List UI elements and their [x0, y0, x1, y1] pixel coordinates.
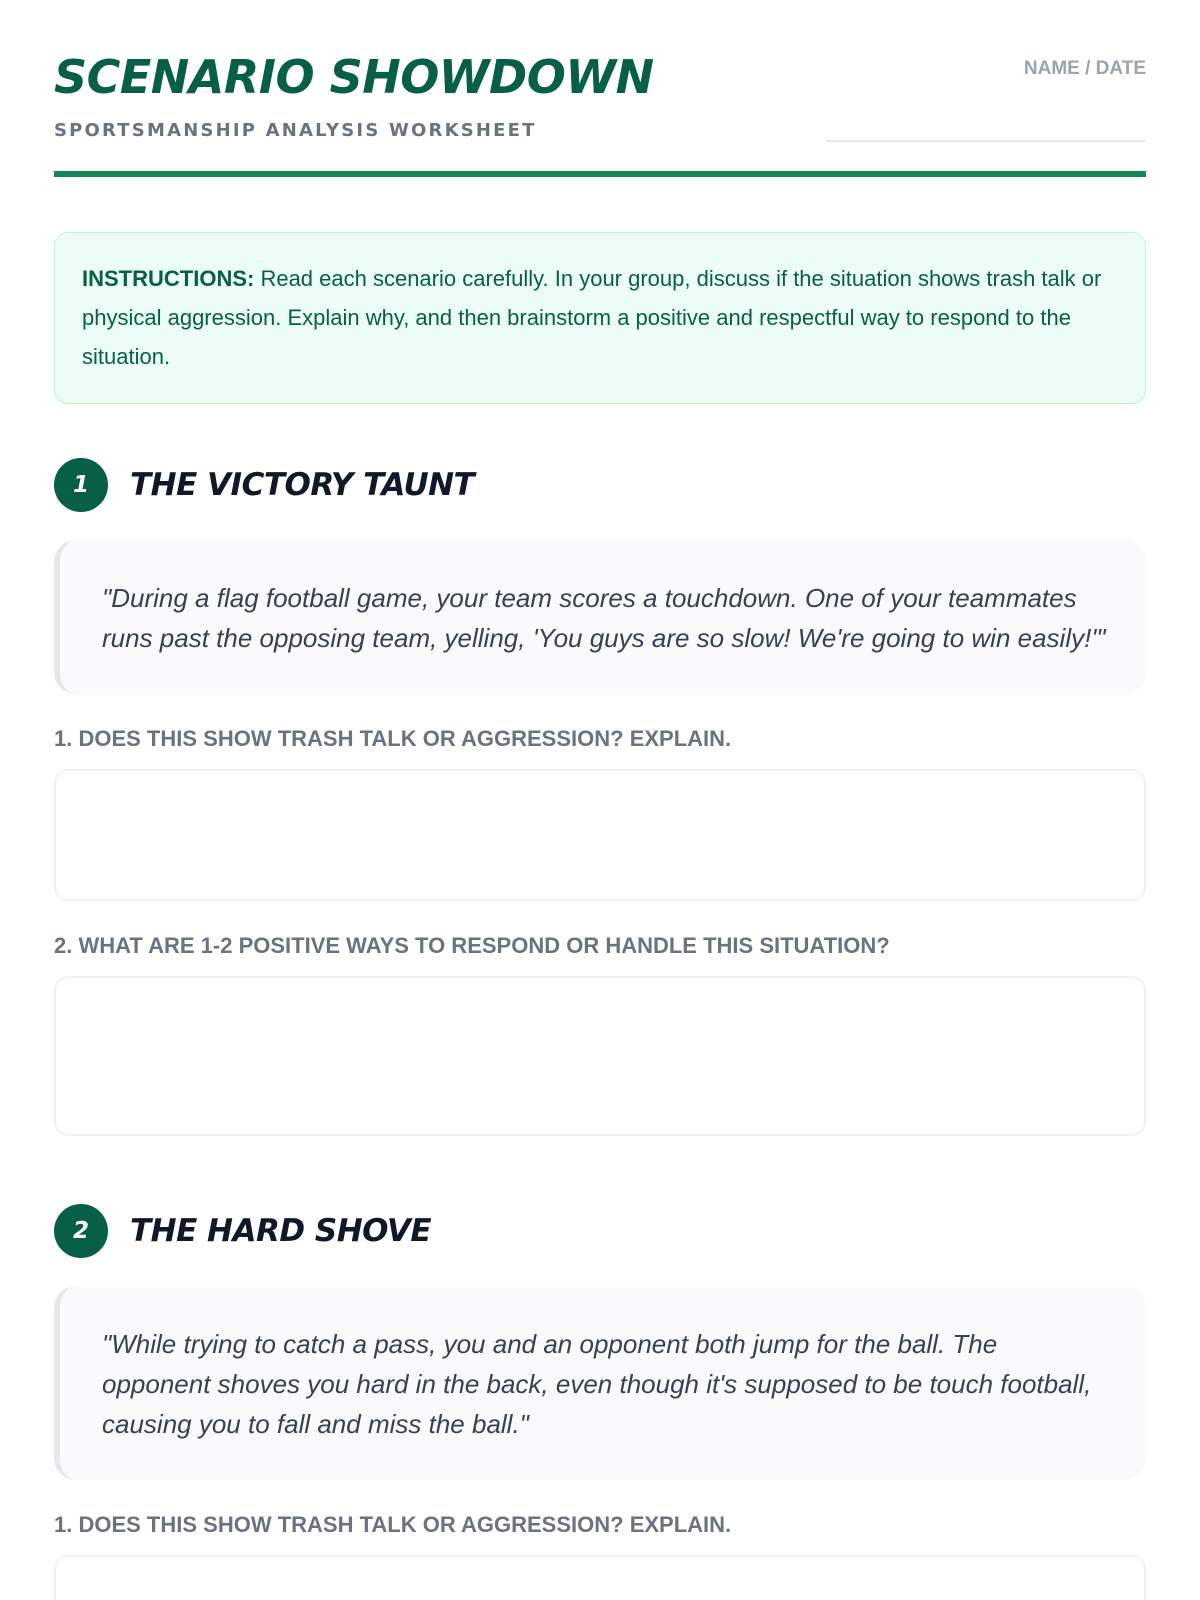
instructions-text: Read each scenario carefully. In your group, discuss if the situation shows trash talk or physical aggression. Explain why, and then brainstorm a positive and respectful way to respond to the situation. [82, 266, 1102, 369]
scenario-1 [54, 458, 1146, 1136]
header-divider [54, 171, 1146, 177]
worksheet-title: SCENARIO SHOWDOWN [54, 50, 654, 104]
scenario-title: THE VICTORY TAUNT [130, 467, 475, 503]
scenario-number-badge: 2 [54, 1204, 108, 1258]
instructions-box [54, 232, 1146, 404]
answer-box-1[interactable] [54, 769, 1146, 901]
worksheet-subtitle: SPORTSMANSHIP ANALYSIS WORKSHEET [54, 120, 537, 141]
question-1-label: 1. DOES THIS SHOW TRASH TALK OR AGGRESSION? EXPLAIN. [54, 1512, 732, 1537]
answer-box-2[interactable] [54, 976, 1146, 1136]
scenario-header [54, 1204, 1146, 1258]
name-date-line[interactable] [826, 140, 1146, 142]
name-date-label: NAME / DATE [1023, 58, 1146, 79]
scenario-2 [54, 1204, 1146, 1600]
scenario-number-badge: 1 [54, 458, 108, 512]
question-2-label: 2. WHAT ARE 1-2 POSITIVE WAYS TO RESPOND OR HANDLE THIS SITUATION? [54, 933, 890, 958]
scenario-header [54, 458, 1146, 512]
answer-box-1[interactable] [54, 1555, 1146, 1600]
scenario-quote: "During a flag football game, your team scores a touchdown. One of your teammates runs past the opposing team, yelling, 'You guys are so slow! We're going to win easily!'" [54, 540, 1146, 694]
scenario-quote: "While trying to catch a pass, you and an opponent both jump for the ball. The opponent shoves you hard in the back, even though it's supposed to be touch football, causing you to fall and miss the ball." [54, 1286, 1146, 1480]
worksheet-header [54, 0, 1146, 178]
instructions-lead: INSTRUCTIONS: [82, 266, 255, 291]
question-1-label: 1. DOES THIS SHOW TRASH TALK OR AGGRESSION? EXPLAIN. [54, 726, 732, 751]
scenario-title: THE HARD SHOVE [130, 1213, 432, 1249]
